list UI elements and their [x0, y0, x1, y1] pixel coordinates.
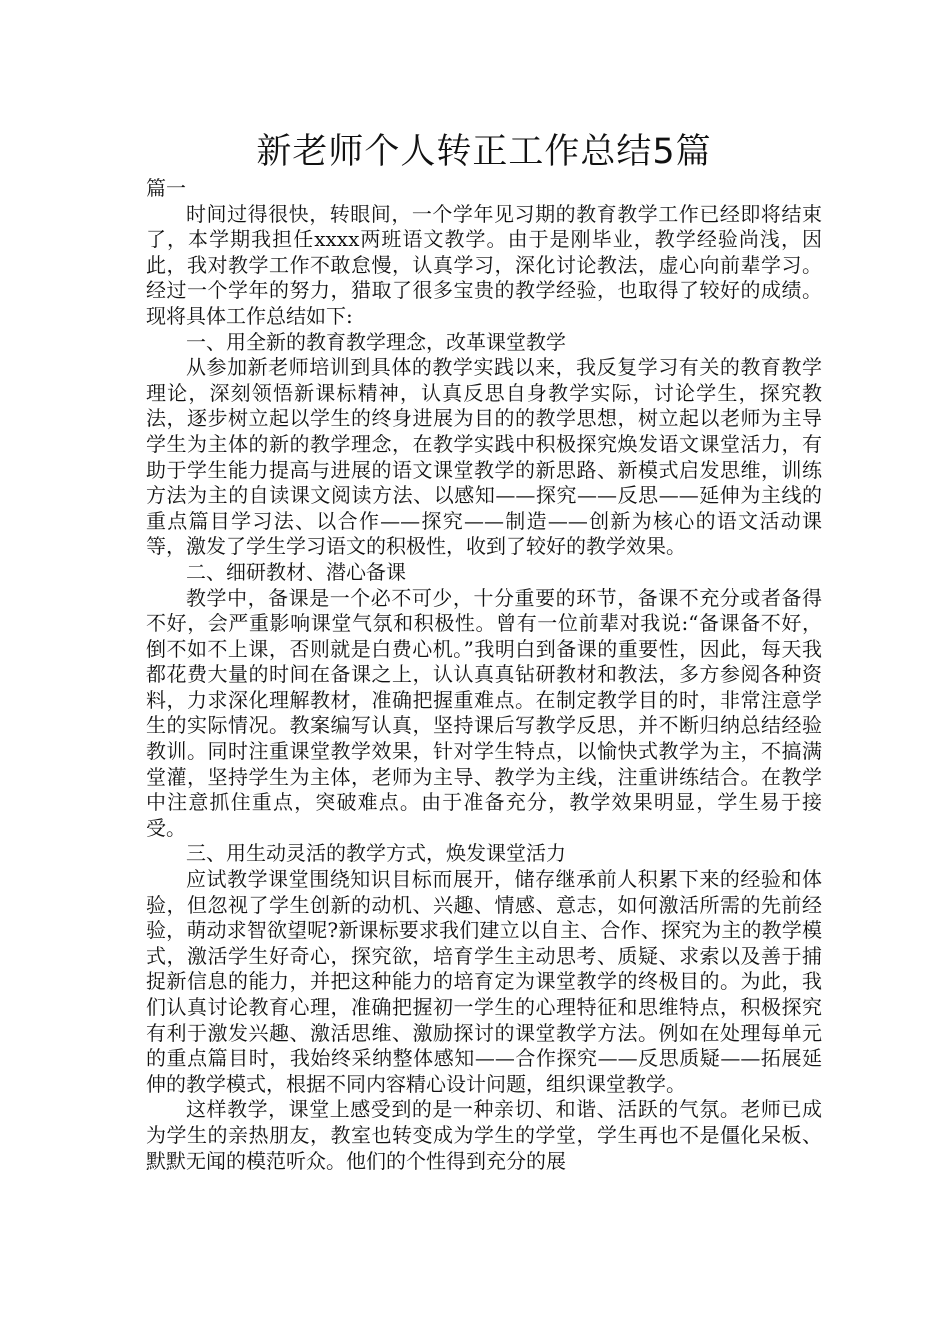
- document-body: [146, 176, 822, 1174]
- body-paragraph: 从参加新老师培训到具体的教学实践以来，我反复学习有关的教育教学理论，深刻领悟新课标精神，认真反思自身教学实际，讨论学生，探究教法，逐步树立起以学生的终身进展为目的的教学思想，树立起以老师为主导学生为主体的新的教学理念，在教学实践中积极探究焕发语文课堂活力，有助于学生能力提高与进展的语文课堂教学的新思路、新模式启发思维，训练方法为主的自读课文阅读方法、以感知——探究——反思——延伸为主线的重点篇目学习法、以合作——探究——制造——创新为核心的语文活动课等，激发了学生学习语文的积极性，收到了较好的教学效果。: [146, 355, 822, 559]
- body-paragraph: 应试教学课堂围绕知识目标而展开，储存继承前人积累下来的经验和体验，但忽视了学生创新的动机、兴趣、情感、意志，如何激活所需的先前经验，萌动求智欲望呢?新课标要求我们建立以自主、合作、探究为主的教学模式，激活学生好奇心，探究欲，培育学生主动思考、质疑、求索以及善于捕捉新信息的能力，并把这种能力的培育定为课堂教学的终极目的。为此，我们认真讨论教育心理，准确把握初一学生的心理特征和思维特点，积极探究有利于激发兴趣、激活思维、激励探讨的课堂教学方法。例如在处理每单元的重点篇目时，我始终采纳整体感知——合作探究——反思质疑——拓展延伸的教学模式，根据不同内容精心设计问题，组织课堂教学。: [146, 867, 822, 1096]
- document-page: [146, 128, 822, 1318]
- section-heading: 二、细研教材、潜心备课: [186, 559, 406, 584]
- body-paragraph: 这样教学，课堂上感受到的是一种亲切、和谐、活跃的气氛。老师已成为学生的亲热朋友，教室也转变成为学生的学堂，学生再也不是僵化呆板、默默无闻的模范听众。他们的个性得到充分的展: [146, 1097, 822, 1173]
- section-heading: 一、用全新的教育教学理念，改革课堂教学: [186, 329, 566, 354]
- section-label: 篇一: [146, 176, 186, 200]
- section-heading: 三、用生动灵活的教学方式，焕发课堂活力: [186, 841, 566, 866]
- document-title: 新老师个人转正工作总结5篇: [256, 132, 712, 172]
- body-paragraph: 教学中，备课是一个必不可少，十分重要的环节，备课不充分或者备得不好，会严重影响课堂气氛和积极性。曾有一位前辈对我说:“备课备不好，倒不如不上课，否则就是白费心机。”我明白到备课的重要性，因此，每天我都花费大量的时间在备课之上，认认真真钻研教材和教法，多方参阅各种资料，力求深化理解教材，准确把握重难点。在制定教学目的时，非常注意学生的实际情况。教案编写认真，坚持课后写教学反思，并不断归纳总结经验教训。同时注重课堂教学效果，针对学生特点，以愉快式教学为主，不搞满堂灌，坚持学生为主体，老师为主导、教学为主线，注重讲练结合。在教学中注意抓住重点，突破难点。由于准备充分，教学效果明显，学生易于接受。: [146, 585, 822, 840]
- body-paragraph: 时间过得很快，转眼间，一个学年见习期的教育教学工作已经即将结束了，本学期我担任xxxx两班语文教学。由于是刚毕业，教学经验尚浅，因此，我对教学工作不敢怠慢，认真学习，深化讨论教法，虚心向前辈学习。经过一个学年的努力，猎取了很多宝贵的教学经验，也取得了较好的成绩。现将具体工作总结如下:: [146, 201, 822, 328]
